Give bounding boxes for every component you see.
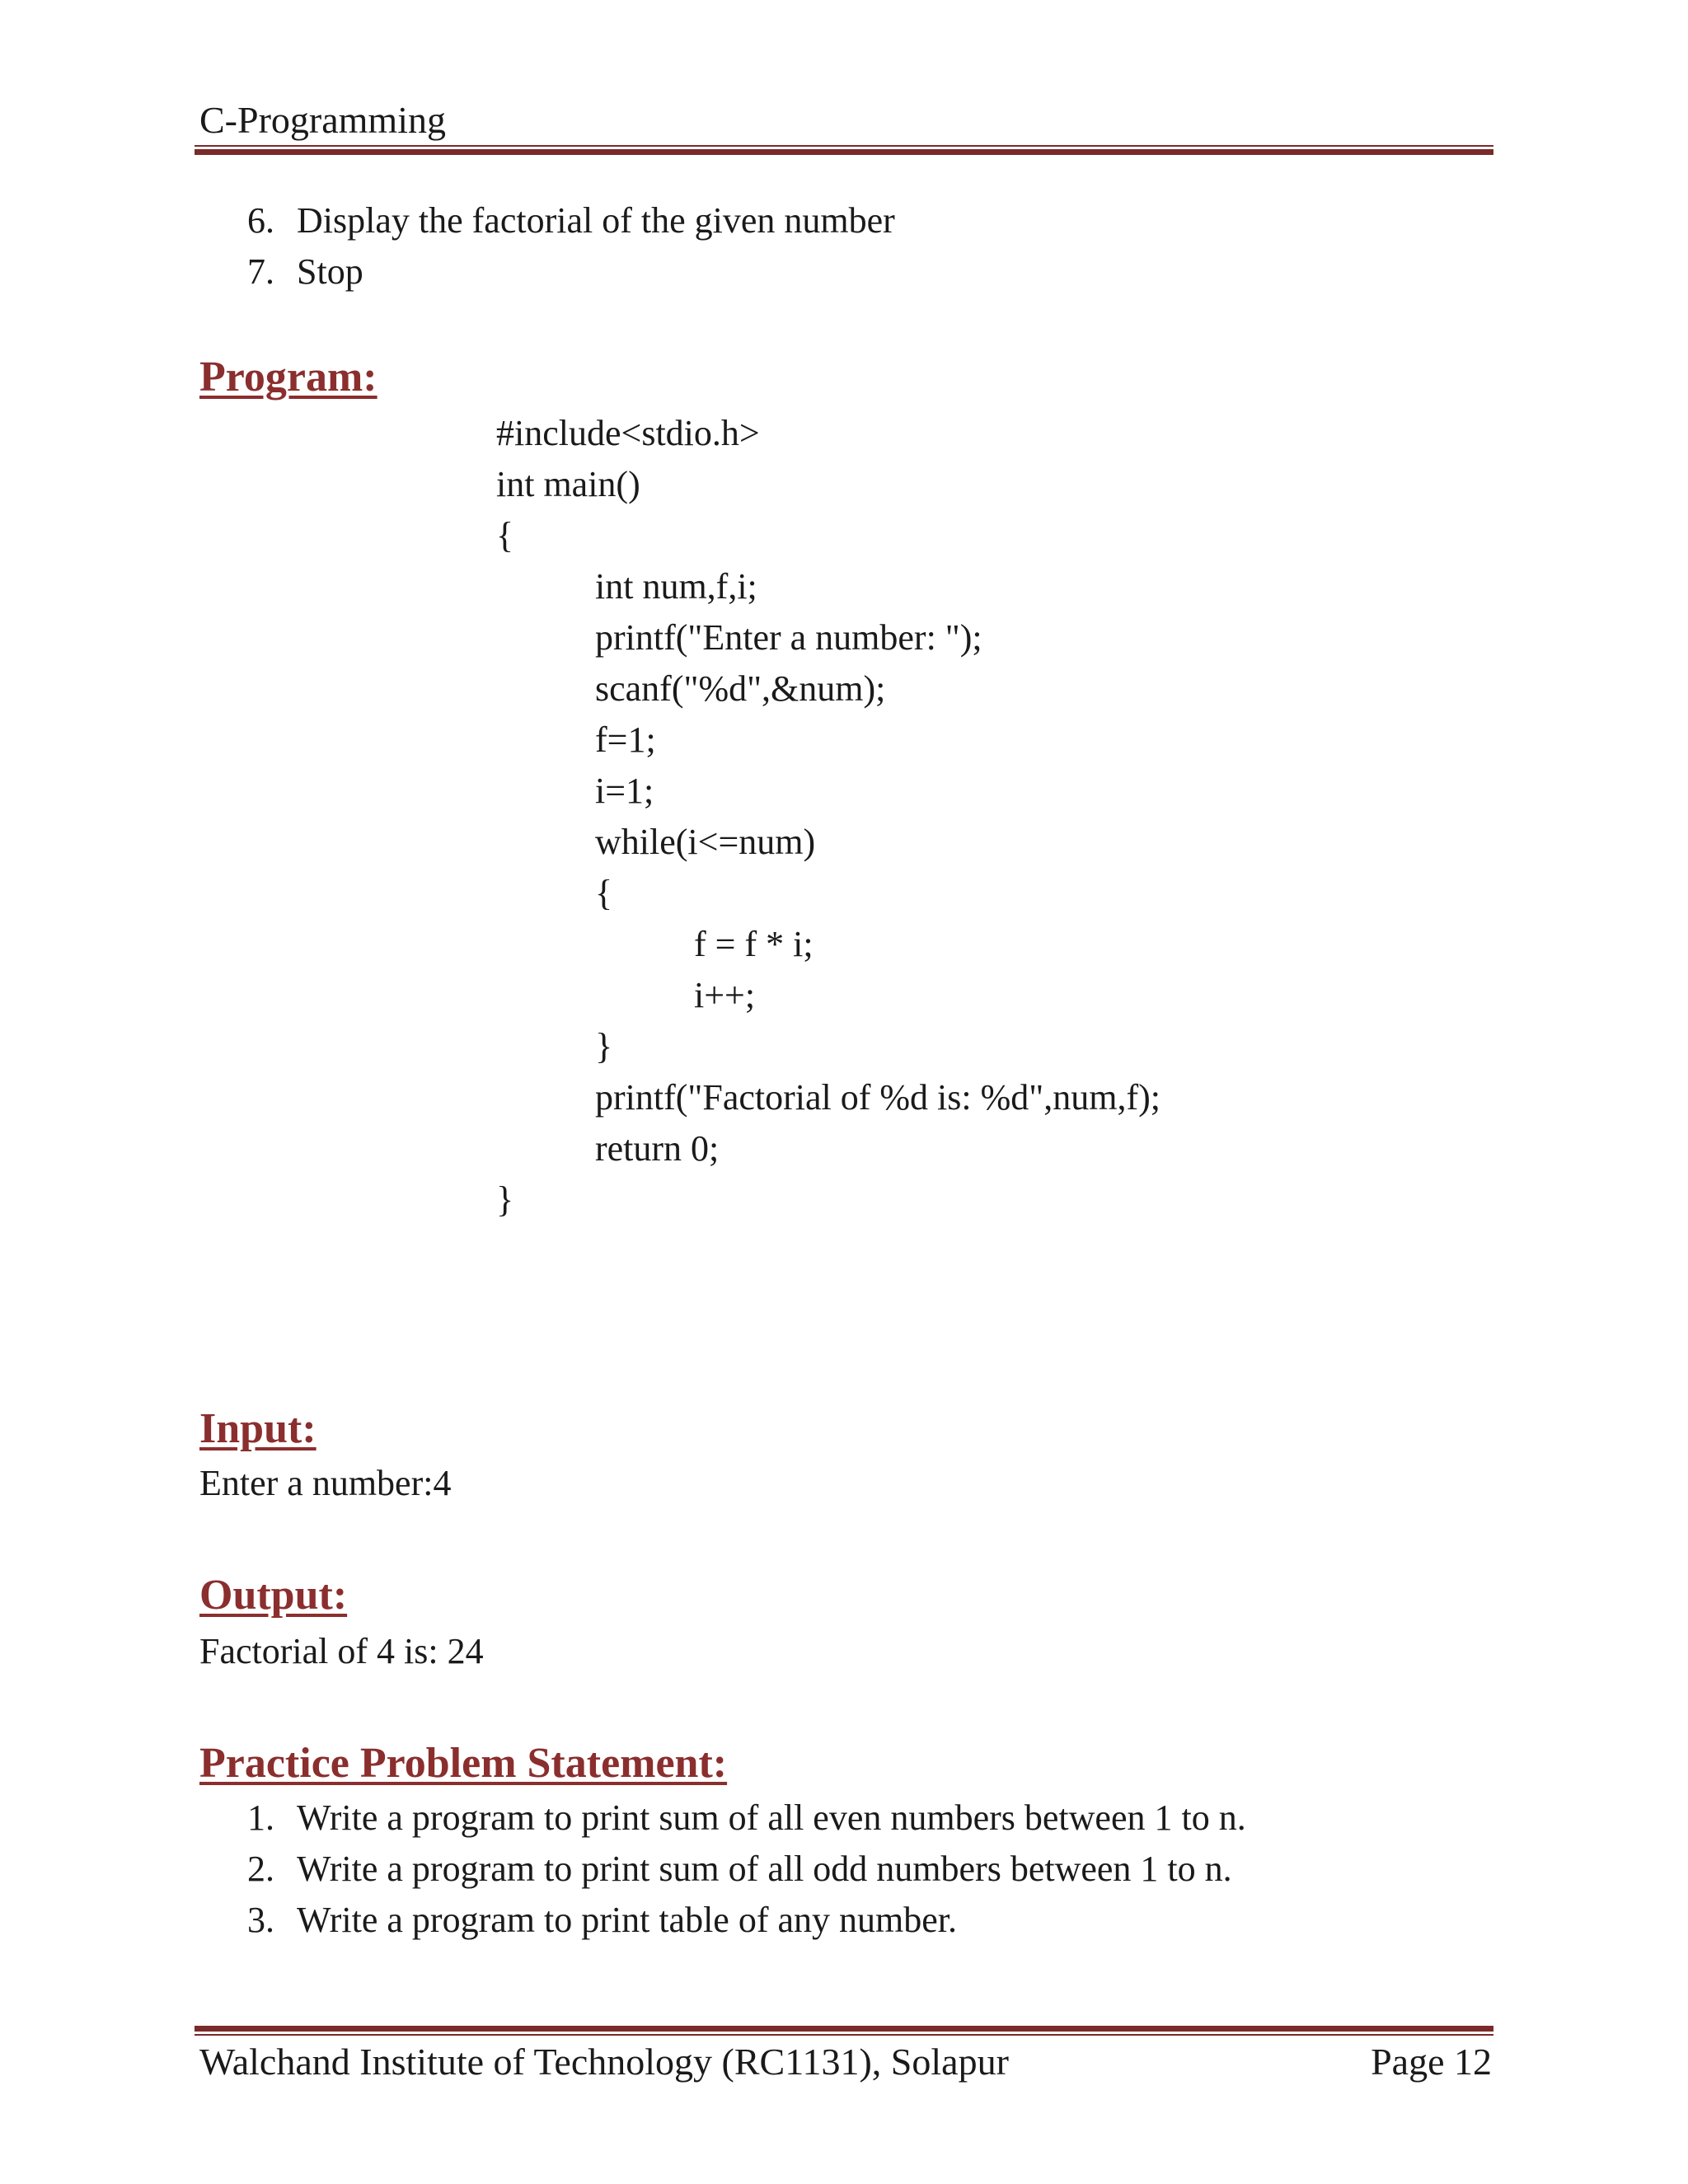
practice-item-number: 1. <box>247 1797 274 1838</box>
footer-institute: Walchand Institute of Technology (RC1131), Solapur <box>199 2041 1009 2083</box>
practice-heading: Practice Problem Statement: <box>199 1740 728 1787</box>
code-line: int num,f,i; <box>595 566 757 607</box>
output-heading: Output: <box>199 1572 348 1619</box>
code-line: { <box>595 873 613 913</box>
step-number: 6. <box>247 200 274 241</box>
practice-item-number: 3. <box>247 1900 274 1940</box>
footer-rule-thick <box>195 2026 1493 2032</box>
code-line: } <box>496 1179 514 1220</box>
code-line: f=1; <box>595 719 656 760</box>
code-line: printf("Factorial of %d is: %d",num,f); <box>595 1077 1160 1118</box>
practice-item-number: 2. <box>247 1849 274 1889</box>
code-line: printf("Enter a number: "); <box>595 617 982 658</box>
code-line: i++; <box>694 975 756 1015</box>
footer-page-number: Page 12 <box>1371 2041 1492 2083</box>
code-line: f = f * i; <box>694 924 814 964</box>
footer-rule-thin <box>195 2034 1493 2036</box>
step-text: Stop <box>297 251 363 292</box>
practice-item-text: Write a program to print table of any number. <box>297 1900 957 1940</box>
header-rule-thin <box>195 145 1493 147</box>
input-text: Enter a number:4 <box>199 1463 452 1503</box>
code-line: while(i<=num) <box>595 822 816 862</box>
code-line: } <box>595 1026 613 1066</box>
practice-item-text: Write a program to print sum of all even numbers between 1 to n. <box>297 1797 1246 1838</box>
output-text: Factorial of 4 is: 24 <box>199 1631 484 1671</box>
code-line: scanf("%d",&num); <box>595 668 886 709</box>
code-line: { <box>496 515 514 555</box>
step-text: Display the factorial of the given number <box>297 200 895 241</box>
code-line: i=1; <box>595 771 654 811</box>
practice-item-text: Write a program to print sum of all odd numbers between 1 to n. <box>297 1849 1232 1889</box>
code-line: #include<stdio.h> <box>496 413 760 453</box>
page-header-title: C-Programming <box>199 99 446 141</box>
step-number: 7. <box>247 251 274 292</box>
input-heading: Input: <box>199 1405 316 1452</box>
code-line: return 0; <box>595 1128 720 1169</box>
program-heading: Program: <box>199 354 377 401</box>
code-line: int main() <box>496 464 640 504</box>
header-rule-thick <box>195 149 1493 155</box>
